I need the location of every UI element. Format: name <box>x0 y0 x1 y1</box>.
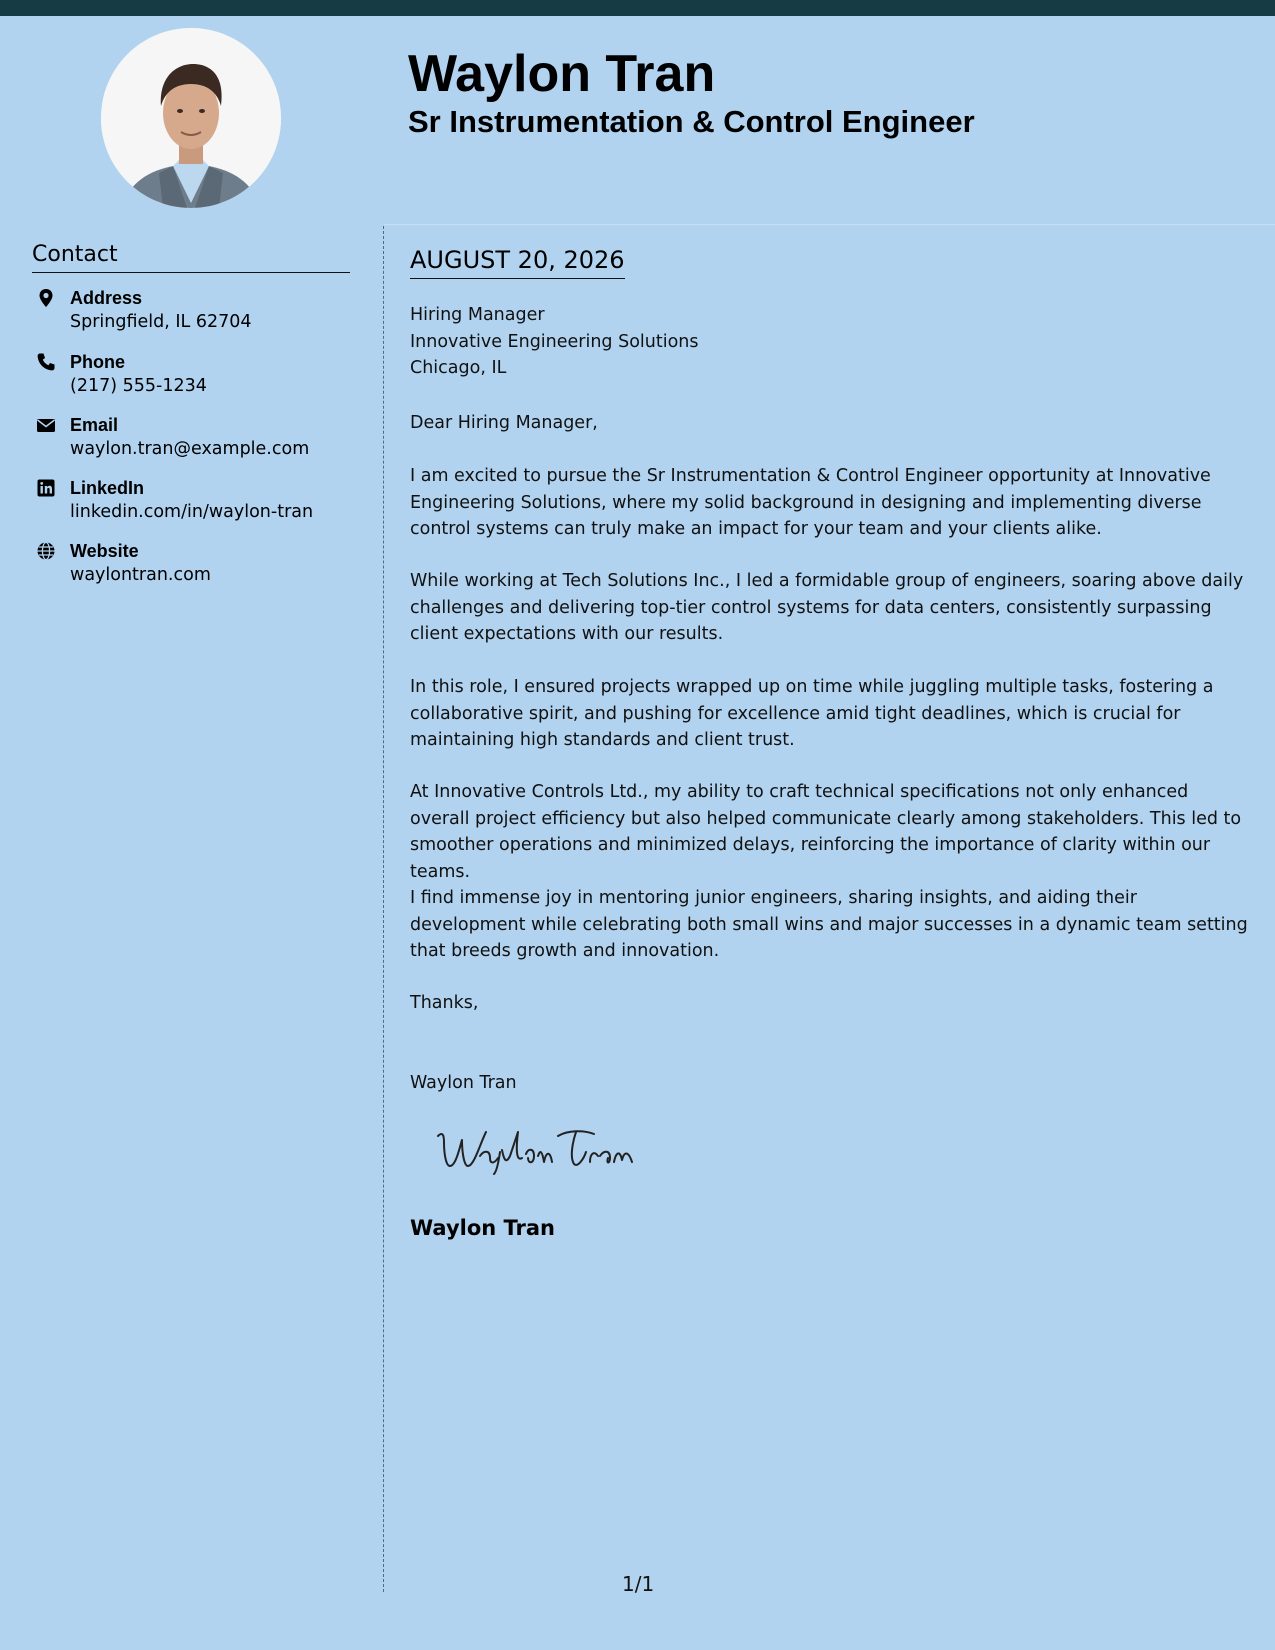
contact-heading: Contact <box>32 240 350 273</box>
body-paragraph: I find immense joy in mentoring junior engineers, sharing insights, and aiding their development while celebrating both small wins and major successes in a dynamic team setting that breeds growth and innovation. <box>410 888 1248 961</box>
page-number: 1/1 <box>622 1572 655 1596</box>
contact-label: Website <box>70 541 139 561</box>
handwritten-signature <box>434 1122 654 1182</box>
salutation: Dear Hiring Manager, <box>410 413 598 433</box>
envelope-icon <box>36 415 56 435</box>
contact-label: Phone <box>70 352 126 372</box>
recipient-block <box>410 302 699 382</box>
phone-icon <box>36 352 56 372</box>
recipient-line: Hiring Manager <box>410 305 545 325</box>
sender-name: Waylon Tran <box>410 1073 517 1093</box>
contact-value: (217) 555-1234 <box>70 376 207 396</box>
globe-icon <box>36 541 56 561</box>
recipient-line: Innovative Engineering Solutions <box>410 331 699 352</box>
recipient-line: Chicago, IL <box>410 358 507 378</box>
contact-value: waylon.tran@example.com <box>70 439 310 459</box>
contact-label: LinkedIn <box>70 478 145 498</box>
body-paragraph: At Innovative Controls Ltd., my ability to craft technical specifications not only enhanced overall project efficiency but also helped communicate clearly among stakeholders. This led to smoother operations and minimized delays, reinforcing the importance of clarity within our teams. <box>410 782 1242 882</box>
body-paragraph: In this role, I ensured projects wrapped up on time while juggling multiple tasks, fostering a collaborative spirit, and pushing for excellence amid tight deadlines, which is crucial for maintaining high standards and client trust. <box>410 677 1214 750</box>
header-divider <box>384 224 1275 225</box>
contact-value: waylontran.com <box>70 565 211 585</box>
printed-name: Waylon Tran <box>410 1216 556 1240</box>
map-pin-icon <box>36 288 56 308</box>
profile-photo <box>101 28 281 208</box>
job-title: Sr Instrumentation & Control Engineer <box>408 104 975 139</box>
linkedin-icon <box>36 478 56 498</box>
letter-date: AUGUST 20, 2026 <box>410 243 625 279</box>
contact-label: Address <box>70 288 143 308</box>
applicant-name: Waylon Tran <box>408 45 716 103</box>
contact-value: Springfield, IL 62704 <box>70 312 252 332</box>
column-divider <box>383 226 384 1592</box>
body-paragraph: I am excited to pursue the Sr Instrumentation & Control Engineer opportunity at Innovative Engineering Solutions, where my solid background in designing and implementing diverse control systems can truly make an impact for your team and your clients alike. <box>410 466 1211 539</box>
contact-value: linkedin.com/in/waylon-tran <box>70 502 314 522</box>
closing: Thanks, <box>410 993 479 1013</box>
contact-label: Email <box>70 415 119 435</box>
body-paragraph: While working at Tech Solutions Inc., I led a formidable group of engineers, soaring above daily challenges and delivering top-tier control systems for data centers, consistently surpassing client expectations with our results. <box>410 571 1244 644</box>
top-accent-bar <box>0 0 1275 16</box>
